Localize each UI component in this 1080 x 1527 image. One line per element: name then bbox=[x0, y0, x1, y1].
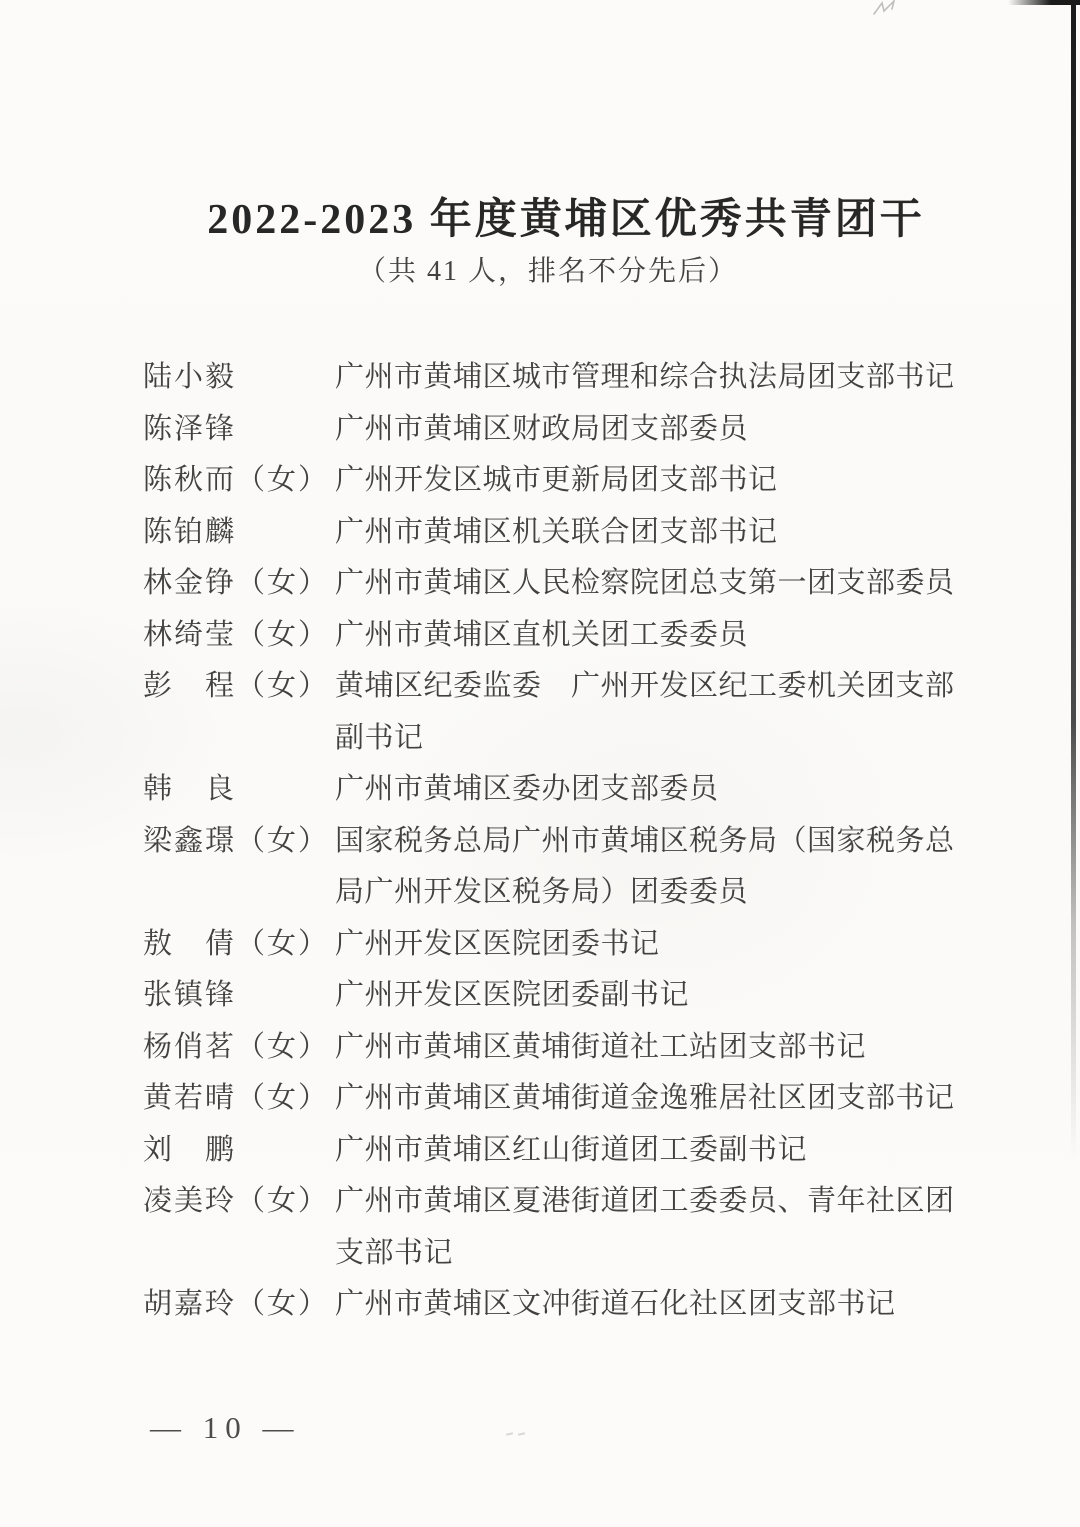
page-number: — 10 — bbox=[150, 1410, 301, 1445]
awardee-name: 胡嘉玲（女） bbox=[143, 1288, 330, 1320]
awardee-name: 杨俏茗（女） bbox=[143, 1030, 330, 1063]
awardee-position: 广州开发区医院团委书记 bbox=[335, 927, 660, 960]
roster-entry bbox=[143, 352, 973, 404]
roster-entry bbox=[143, 816, 973, 919]
awardee-name: 刘 鹏 bbox=[143, 1133, 237, 1166]
awardee-position: 广州市黄埔区机关联合团支部书记 bbox=[335, 515, 778, 548]
scan-right-edge-shadow bbox=[1071, 0, 1076, 1160]
awardee-position: 广州市黄埔区黄埔街道金逸雅居社区团支部书记 bbox=[335, 1082, 955, 1114]
awardee-position: 广州开发区医院团委副书记 bbox=[335, 979, 690, 1011]
awardee-name: 陆小毅 bbox=[143, 361, 237, 393]
awardee-name: 张镇锋 bbox=[143, 979, 237, 1011]
roster-entry bbox=[143, 455, 973, 507]
awardee-name: 林金铮（女） bbox=[143, 567, 330, 599]
roster-entry bbox=[143, 661, 973, 764]
awardee-position: 广州市黄埔区直机关团工委委员 bbox=[335, 618, 749, 651]
scan-top-edge-shadow bbox=[1008, 0, 1080, 5]
awardee-position: 广州市黄埔区夏港街道团工委委员、青年社区团 支部书记 bbox=[335, 1185, 955, 1269]
roster-entry bbox=[143, 404, 973, 456]
awardee-name: 梁鑫璟（女） bbox=[143, 824, 330, 857]
scan-scribble-mark bbox=[872, 0, 900, 18]
awardee-position: 广州市黄埔区文冲街道石化社区团支部书记 bbox=[335, 1288, 896, 1320]
roster-entry bbox=[143, 1125, 973, 1177]
roster-entry bbox=[143, 1279, 973, 1331]
awardee-position: 广州市黄埔区黄埔街道社工站团支部书记 bbox=[335, 1030, 867, 1063]
awardee-position: 广州市黄埔区人民检察院团总支第一团支部委员 bbox=[335, 567, 955, 599]
awardee-position: 广州市黄埔区财政局团支部委员 bbox=[335, 412, 749, 445]
awardee-name: 韩 良 bbox=[143, 773, 237, 805]
awardee-position: 广州市黄埔区委办团支部委员 bbox=[335, 773, 719, 805]
roster-entry bbox=[143, 970, 973, 1022]
roster-entry bbox=[143, 507, 973, 559]
awardee-name: 黄若晴（女） bbox=[143, 1082, 330, 1114]
awardee-roster bbox=[143, 352, 973, 1331]
roster-entry bbox=[143, 558, 973, 610]
awardee-name: 敖 倩（女） bbox=[143, 927, 330, 960]
awardee-name: 林绮莹（女） bbox=[143, 618, 330, 651]
roster-entry bbox=[143, 919, 973, 971]
awardee-name: 凌美玲（女） bbox=[143, 1185, 330, 1217]
document-subtitle: （共 41 人，排名不分先后） bbox=[357, 256, 738, 287]
roster-entry bbox=[143, 1073, 973, 1125]
awardee-position: 黄埔区纪委监委 广州开发区纪工委机关团支部 副书记 bbox=[335, 670, 955, 754]
roster-entry bbox=[143, 1176, 973, 1279]
awardee-position: 广州市黄埔区城市管理和综合执法局团支部书记 bbox=[335, 361, 955, 393]
roster-entry bbox=[143, 1022, 973, 1074]
document-title: 2022-2023 年度黄埔区优秀共青团干 bbox=[207, 197, 925, 243]
awardee-position: 广州市黄埔区红山街道团工委副书记 bbox=[335, 1133, 808, 1166]
roster-entry bbox=[143, 610, 973, 662]
awardee-name: 陈秋而（女） bbox=[143, 464, 330, 496]
awardee-name: 陈铂麟 bbox=[143, 515, 237, 548]
awardee-position: 广州开发区城市更新局团支部书记 bbox=[335, 464, 778, 496]
awardee-position: 国家税务总局广州市黄埔区税务局（国家税务总 局广州开发区税务局）团委委员 bbox=[335, 824, 955, 908]
scan-speck-marks bbox=[506, 1433, 536, 1443]
awardee-name: 彭 程（女） bbox=[143, 670, 330, 702]
awardee-name: 陈泽锋 bbox=[143, 412, 237, 445]
roster-entry bbox=[143, 764, 973, 816]
